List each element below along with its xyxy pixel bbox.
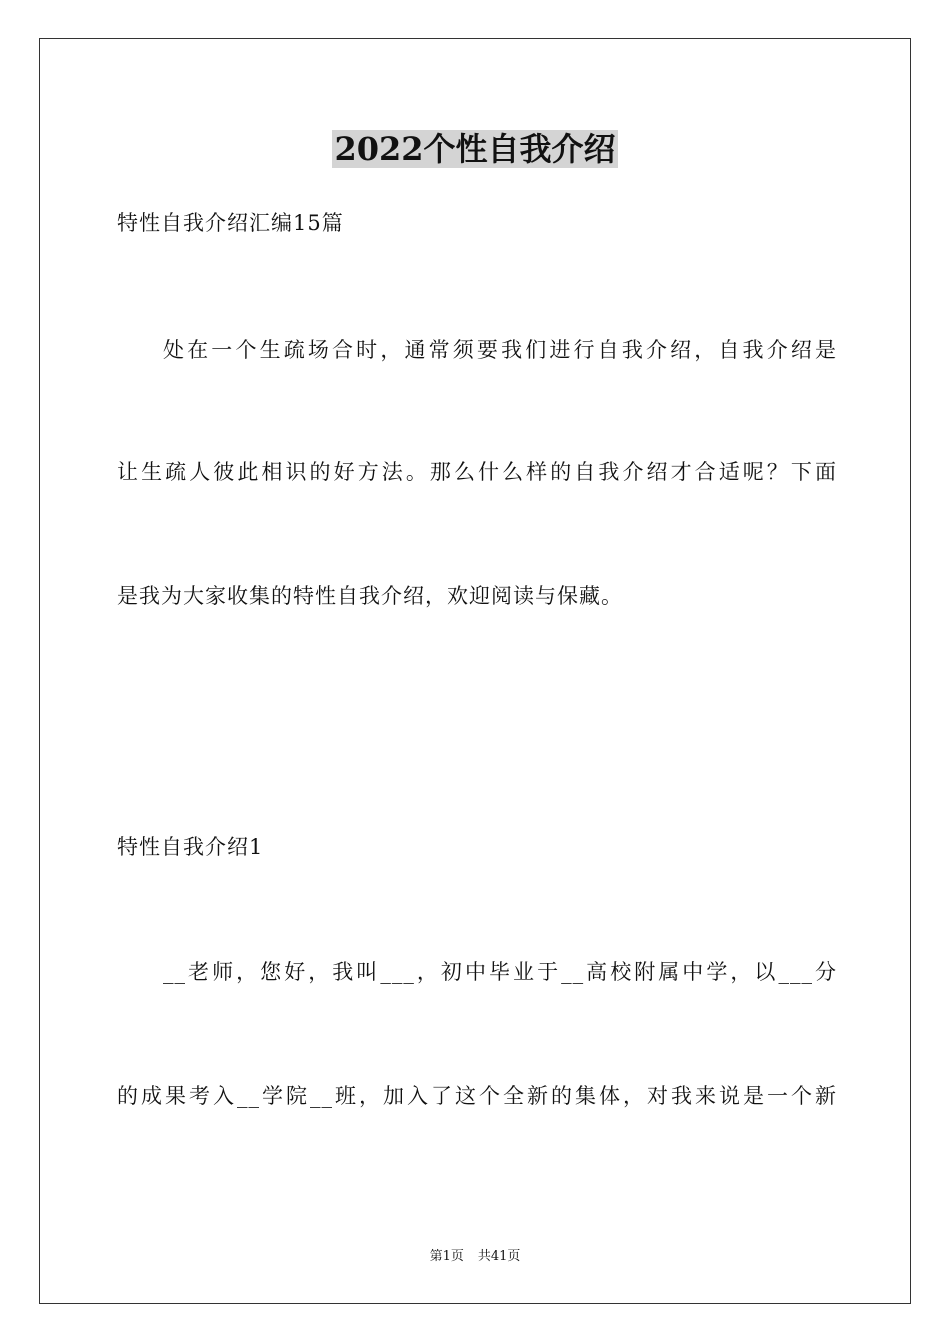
page-number: 第1页 [429, 1249, 464, 1264]
document-title-text: 2022个性自我介绍 [334, 130, 616, 168]
section-heading: 特性自我介绍1 [117, 835, 264, 859]
page-footer [0, 1248, 950, 1266]
section-paragraph-line-2: 的成果考入__学院__班，加入了这个全新的集体，对我来说是一个新 [117, 1084, 837, 1108]
total-pages: 共41页 [477, 1249, 521, 1264]
intro-paragraph-line-1: 处在一个生疏场合时，通常须要我们进行自我介绍，自我介绍是 [163, 338, 837, 362]
section-paragraph-line-1: __老师，您好，我叫___，初中毕业于__高校附属中学，以___分 [163, 960, 837, 984]
intro-paragraph-line-2: 让生疏人彼此相识的好方法。那么什么样的自我介绍才合适呢？下面 [117, 460, 837, 484]
intro-paragraph-line-3: 是我为大家收集的特性自我介绍，欢迎阅读与保藏。 [117, 584, 623, 608]
document-title [0, 128, 950, 170]
document-subtitle: 特性自我介绍汇编15篇 [117, 211, 344, 235]
